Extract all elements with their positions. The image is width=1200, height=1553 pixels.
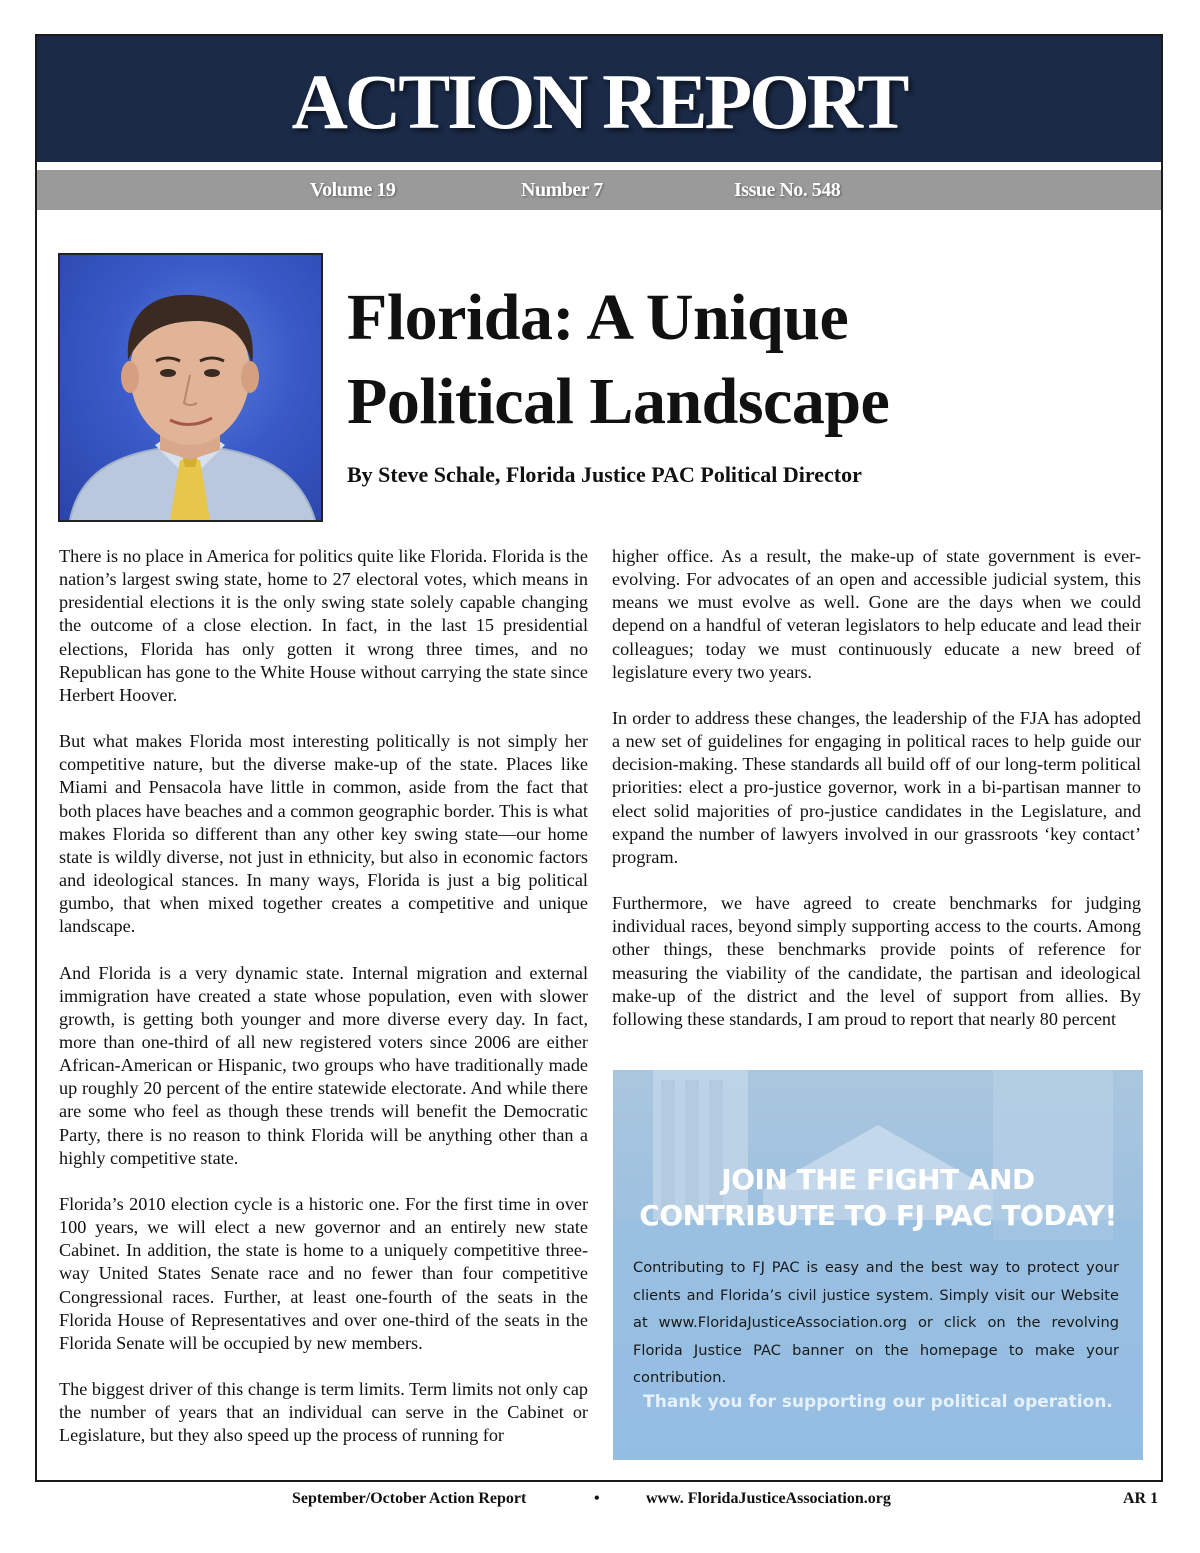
promo-headline-line-1: JOIN THE FIGHT AND — [721, 1163, 1035, 1196]
masthead — [37, 36, 1161, 162]
paragraph: In order to address these changes, the leadership of the FJA has adopted a new set of guidelines for engaging in political races to help guide our decision-making. These standards all build off of our long-term political priorities: elect a pro-justice governor, work in a bi-partisan manner to elect solid majorities of pro-justice candidates in the Legislature, and expand the number of lawyers involved in our grassroots ‘key contact’ program. — [612, 707, 1141, 867]
paragraph: higher office. As a result, the make-up of state government is ever-evolving. For advocates of an open and accessible judicial system, this means we must evolve as well. Gone are the days when we could depend on a handful of veteran legislators to help educate and lead their colleagues; today we must continuously educate a new breed of legislature every two years. — [612, 546, 1141, 682]
paragraph: But what makes Florida most interesting politically is not simply her competitive nature, but the diverse make-up of the state. Places like Miami and Pensacola have little in common, aside from the fact that both places have beaches and a common geographic border. This is what makes Florida so different than any other key swing state—our home state is wildly diverse, not just in ethnicity, but also in economic factors and ideological stances. In many ways, Florida is just a big political gumbo, that when mixed together creates a competitive and unique landscape. — [59, 731, 588, 937]
author-portrait-illustration — [60, 255, 321, 520]
article-column-right — [612, 545, 1141, 1054]
promo-headline-line-2: CONTRIBUTE TO FJ PAC TODAY! — [639, 1199, 1117, 1232]
promo-thanks-text: Thank you for supporting our political operation. — [643, 1392, 1113, 1412]
headline-line-2: Political Landscape — [347, 365, 890, 438]
issue-label: Issue No. 548 — [734, 179, 841, 201]
number-label: Number 7 — [521, 179, 603, 201]
author-photo — [58, 253, 323, 522]
paragraph: Florida’s 2010 election cycle is a historic one. For the first time in over 100 years, we will elect a new governor and an entirely new state Cabinet. In addition, the state is home to a uniquely competitive three-way United States Senate race and no fewer than four competitive Congressional races. Further, at least one-fourth of the seats in the Florida House of Representatives and over one-third of the seats in the Florida Senate will be occupied by new members. — [59, 1193, 588, 1353]
article-byline: By Steve Schale, Florida Justice PAC Political Director — [347, 462, 862, 487]
issue-info-bar — [37, 170, 1161, 210]
footer-edition: September/October Action Report — [292, 1490, 527, 1507]
article-column-left — [59, 545, 588, 1470]
paragraph: And Florida is a very dynamic state. Internal migration and external immigration have created a state whose population, even with slower growth, is getting both younger and more diverse every day. In fact, more than one-third of all new registered voters since 2006 are either African-American or Hispanic, two groups who have traditionally made up roughly 20 percent of the entire statewide electorate. And while there are some who feel as though these trends will benefit the Democratic Party, there is no reason to think Florida will be anything other than a highly competitive state. — [59, 962, 588, 1168]
article-headline — [347, 276, 1147, 444]
masthead-title: ACTION REPORT — [291, 58, 907, 145]
paragraph: Furthermore, we have agreed to create benchmarks for judging individual races, beyond simply supporting access to the courts. Among other things, these benchmarks provide points of reference for measuring the viability of the candidate, the partisan and ideological make-up of the district and the level of support from allies. By following these standards, I am proud to report that nearly 80 percent — [612, 893, 1141, 1029]
paragraph: The biggest driver of this change is term limits. Term limits not only cap the number of years that an individual can serve in the Cabinet or Legislature, but they also speed up the process of running for — [59, 1379, 588, 1446]
volume-label: Volume 19 — [310, 179, 396, 201]
footer-bullet: • — [594, 1490, 600, 1507]
headline-line-1: Florida: A Unique — [347, 281, 849, 354]
paragraph: There is no place in America for politics quite like Florida. Florida is the nation’s largest swing state, home to 27 electoral votes, which means in presidential elections it is the only swing state solely capable changing the outcome of a close election. In fact, in the last 15 presidential elections, Florida has only gotten it wrong three times, and no Republican has gone to the White House without carrying the state since Herbert Hoover. — [59, 546, 588, 705]
footer-page-number: AR 1 — [1123, 1490, 1159, 1507]
masthead-divider — [37, 162, 1161, 170]
footer-website[interactable]: www. FloridaJusticeAssociation.org — [646, 1490, 891, 1507]
pac-promo-box — [613, 1070, 1143, 1460]
promo-headline — [613, 1162, 1143, 1234]
promo-body-text: Contributing to FJ PAC is easy and the best way to protect your clients and Florida’s civil justice system. Simply visit our Website at www.FloridaJusticeAssociation.org or click on the revolving Florida Justice PAC banner on the homepage to make your contribution. — [633, 1259, 1119, 1386]
